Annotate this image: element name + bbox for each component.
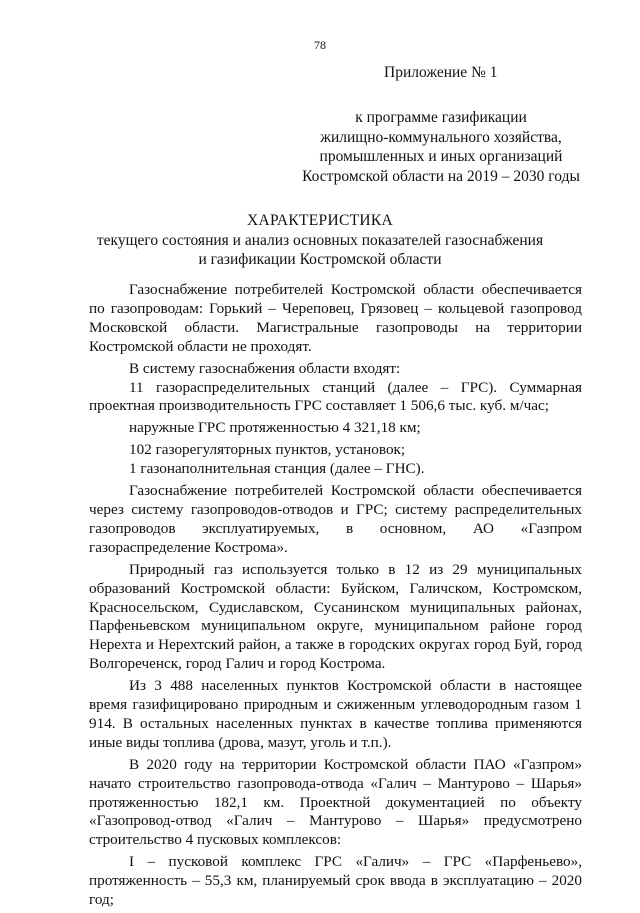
body-paragraph: Из 3 488 населенных пунктов Костромской области в настоящее время газифицировано природным и сжиженным углеводородным газом 1 914. В остальных населенных пунктах в качестве топлива применяются иные виды топлива (дрова, мазут, уголь и т.п.). <box>89 677 582 751</box>
body-paragraph: наружные ГРС протяженностью 4 321,18 км; <box>129 419 421 437</box>
document-title <box>0 211 640 270</box>
annex-note-line: Костромской области на 2019 – 2030 годы <box>302 167 580 185</box>
annex-note-line: к программе газификации <box>355 109 527 126</box>
body-paragraph: В 2020 году на территории Костромской области ПАО «Газпром» начато строительство газопровода-отвода «Галич – Мантурово – Шарья» протяженностью 182,1 км. Проектной документацией по объекту «Газопровод-отвод «Галич – Мантурово – Шарья» предусмотрено строительство 4 пусковых комплексов: <box>89 755 582 849</box>
annex-note-line: промышленных и иных организаций <box>319 148 563 165</box>
body-paragraph: Природный газ используется только в 12 из 29 муниципальных образований Костромской области: Буйском, Галичском, Костромском, Красносельском, Судиславском, Сусанинском муниципальных районах, Парфеньевском муниципальном округе, муниципальном районе город Нерехта и Нерехтский район, а также в городских округах город Буй, город Волгореченск, город Галич и город Кострома. <box>89 560 582 673</box>
body-paragraph: 1 газонаполнительная станция (далее – ГНС). <box>129 460 425 478</box>
body-paragraph: В систему газоснабжения области входят: <box>129 359 401 377</box>
body-paragraph: Газоснабжение потребителей Костромской области обеспечивается через систему газопроводов-отводов и ГРС; систему распределительных газопроводов эксплуатируемых, в основном, АО «Газпром газораспределение Кострома». <box>89 482 582 556</box>
annex-label: Приложение № 1 <box>384 64 498 81</box>
body-paragraph: Газоснабжение потребителей Костромской области обеспечивается по газопроводам: Горький – Череповец, Грязовец – кольцевой газопровод Московской области. Магистральные газопроводы на территории Костромской области не проходят. <box>89 281 582 355</box>
document-body <box>89 281 582 913</box>
title-subtitle-line: и газификации Костромской области <box>198 251 442 268</box>
title-heading: ХАРАКТЕРИСТИКА <box>246 212 394 229</box>
annex-note-line: жилищно-коммунального хозяйства, <box>320 128 562 146</box>
title-subtitle-line: текущего состояния и анализ основных показателей газоснабжения <box>96 231 544 249</box>
page-number: 78 <box>314 38 326 52</box>
annex-note <box>296 108 586 186</box>
body-paragraph: I – пусковой комплекс ГРС «Галич» – ГРС «Парфеньево», протяженность – 55,3 км, планируемый срок ввода в эксплуатацию – 2020 год; <box>89 853 582 909</box>
body-paragraph: 102 газорегуляторных пунктов, установок; <box>129 441 406 459</box>
body-paragraph: 11 газораспределительных станций (далее – ГРС). Суммарная проектная производительность ГРС составляет 1 506,6 тыс. куб. м/час; <box>89 378 582 415</box>
